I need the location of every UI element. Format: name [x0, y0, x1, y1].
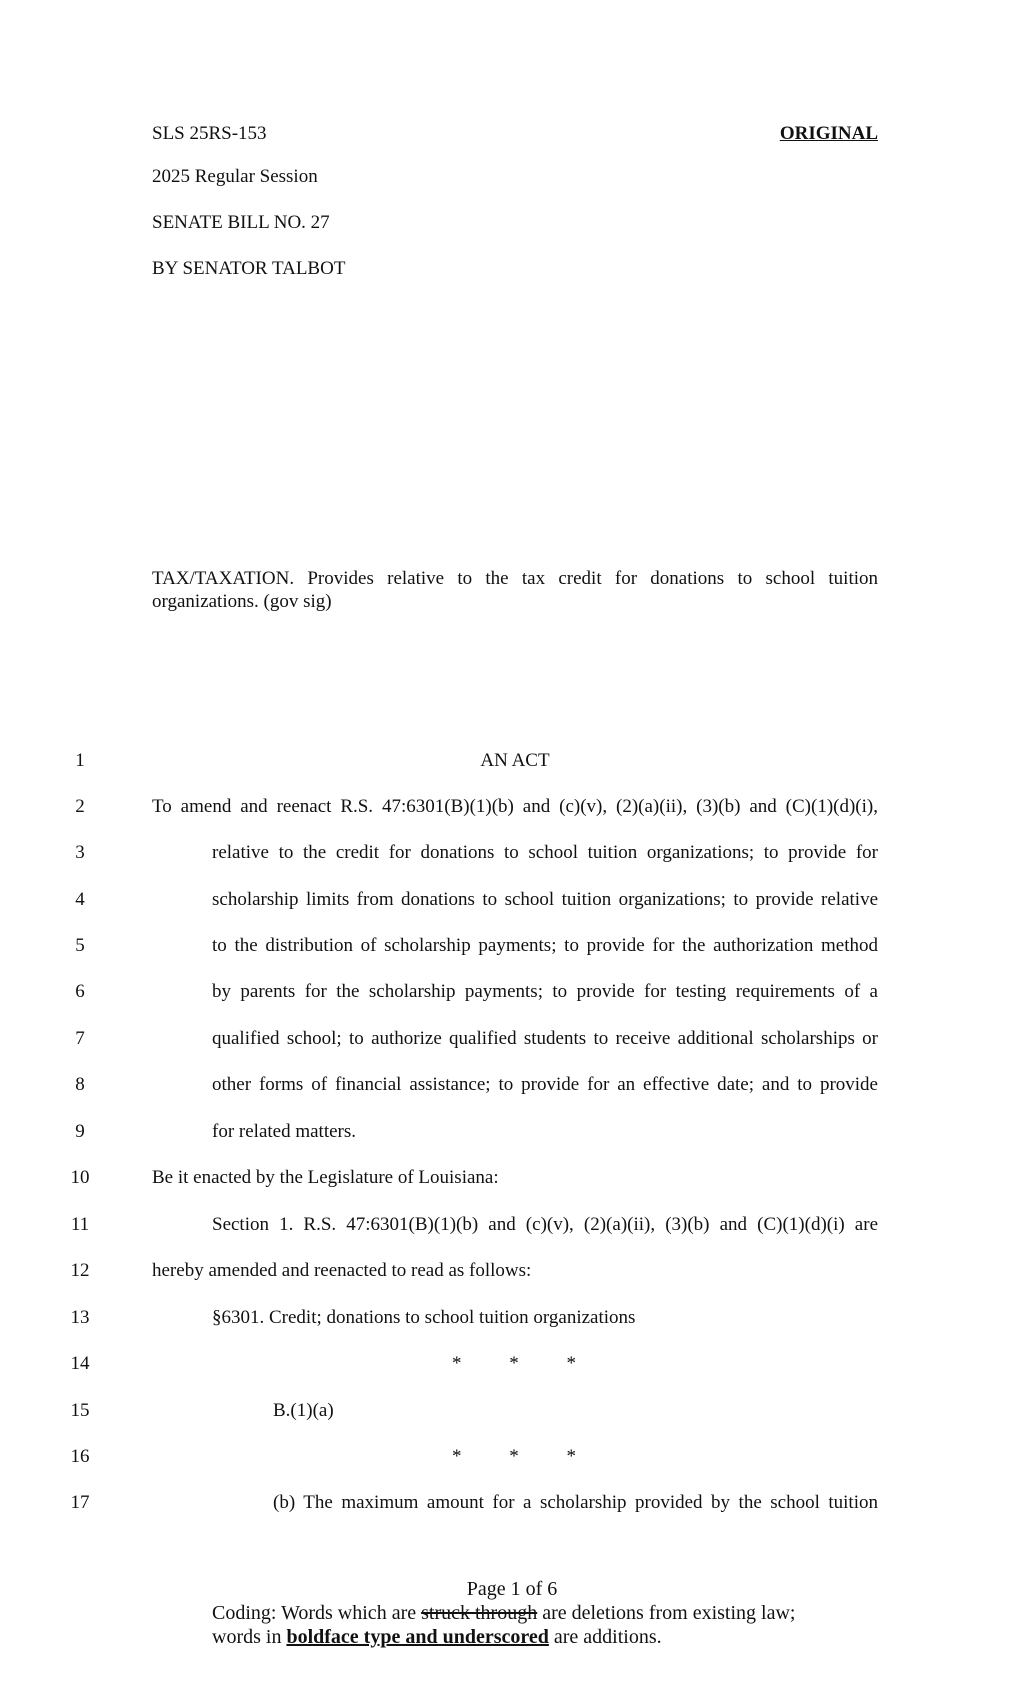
line-text: Be it enacted by the Legislature of Louisiana: [152, 1167, 499, 1188]
omission-stars [452, 1352, 576, 1376]
omission-stars [452, 1445, 576, 1469]
line-number: 14 [70, 1353, 90, 1374]
star: * [509, 1353, 519, 1374]
line-number: 17 [70, 1492, 90, 1513]
star: * [452, 1353, 462, 1374]
coding-legend-line-1 [212, 1601, 795, 1625]
line-number: 3 [75, 842, 85, 863]
line-number: 10 [70, 1167, 90, 1188]
line-text: other forms of financial assistance; to provide for an effective date; and to provide [212, 1074, 878, 1095]
line-number: 2 [75, 796, 85, 817]
line-number: 12 [70, 1260, 90, 1281]
bill-author: BY SENATOR TALBOT [152, 258, 346, 279]
section-heading: §6301. Credit; donations to school tuition organizations [212, 1307, 636, 1328]
line-number: 9 [75, 1121, 85, 1142]
line-number: 5 [75, 935, 85, 956]
star: * [452, 1446, 462, 1467]
struck-example: struck through [421, 1602, 538, 1624]
line-text: scholarship limits from donations to school tuition organizations; to provide relative [212, 889, 878, 910]
line-number: 15 [70, 1400, 90, 1421]
line-number: 7 [75, 1028, 85, 1049]
coding-prefix: Coding: Words which are [212, 1602, 422, 1624]
bill-number: SENATE BILL NO. 27 [152, 212, 330, 233]
line-text: hereby amended and reenacted to read as follows: [152, 1260, 532, 1281]
line-text: for related matters. [212, 1121, 357, 1142]
coding-suffix: are deletions from existing law; [537, 1602, 796, 1624]
line-number: 6 [75, 981, 85, 1002]
words-suffix: are additions. [548, 1626, 662, 1648]
line-number: 4 [75, 889, 85, 910]
line-text: relative to the credit for donations to school tuition organizations; to provide for [212, 842, 878, 863]
line-text: To amend and reenact R.S. 47:6301(B)(1)(b) and (c)(v), (2)(a)(ii), (3)(b) and (C)(1)(d)(i), [152, 796, 878, 817]
document-id: SLS 25RS-153 [152, 123, 267, 144]
line-text: by parents for the scholarship payments; to provide for testing requirements of a [212, 981, 878, 1002]
act-title: AN ACT [480, 750, 550, 771]
line-number: 13 [70, 1307, 90, 1328]
words-prefix: words in [212, 1626, 287, 1648]
line-text: to the distribution of scholarship payments; to provide for the authorization method [212, 935, 878, 956]
star: * [566, 1353, 576, 1374]
line-text: B.(1)(a) [273, 1400, 334, 1421]
line-number: 8 [75, 1074, 85, 1095]
line-number: 16 [70, 1446, 90, 1467]
line-text: qualified school; to authorize qualified students to receive additional scholarships or [212, 1028, 878, 1049]
line-text: Section 1. R.S. 47:6301(B)(1)(b) and (c)(v), (2)(a)(ii), (3)(b) and (C)(1)(d)(i) are [212, 1214, 878, 1235]
bold-example: boldface type and underscored [286, 1626, 549, 1648]
line-number: 1 [75, 750, 85, 771]
line-text: (b) The maximum amount for a scholarship provided by the school tuition [273, 1492, 878, 1513]
line-number: 11 [70, 1214, 90, 1235]
page-number: Page 1 of 6 [466, 1578, 558, 1600]
session-label: 2025 Regular Session [152, 166, 318, 187]
coding-legend-line-2 [212, 1625, 662, 1649]
star: * [509, 1446, 519, 1467]
star: * [566, 1446, 576, 1467]
bill-summary: TAX/TAXATION. Provides relative to the tax credit for donations to school tuition organizations. (gov sig) [152, 568, 878, 612]
original-label: ORIGINAL [779, 123, 878, 144]
